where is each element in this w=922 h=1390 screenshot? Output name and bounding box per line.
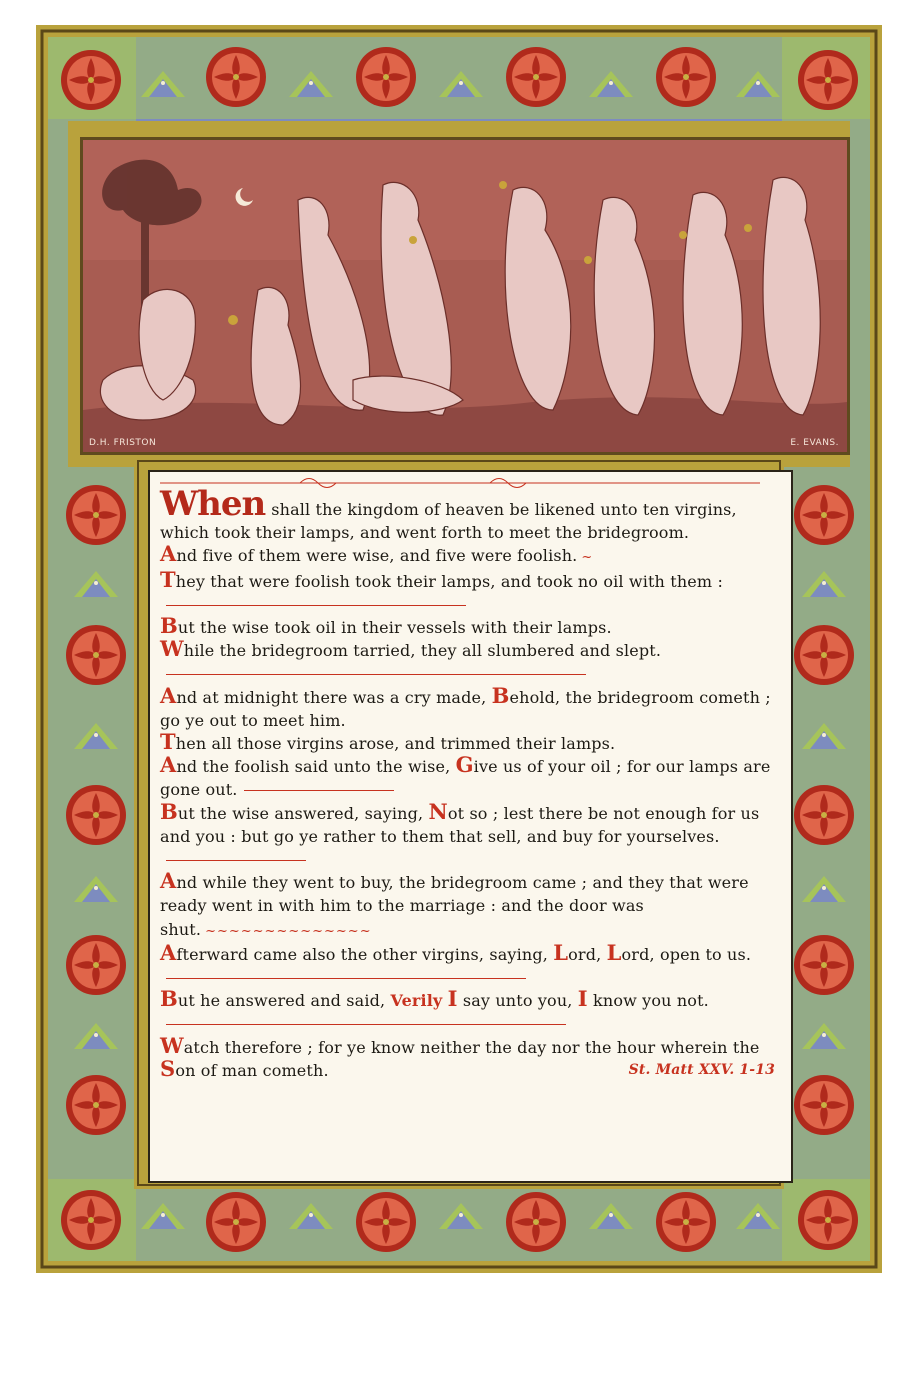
verse-2: [160, 541, 779, 569]
verse-6-behold-initial: B: [491, 682, 510, 708]
wise-and-foolish-virgins-engraving: [83, 140, 847, 452]
verse-11-lord-initial: L: [553, 939, 569, 965]
verse-11: [160, 939, 779, 989]
verse-10: [160, 868, 779, 943]
verse-12-i-initial: I: [447, 986, 458, 1012]
verse-10-initial: A: [160, 868, 177, 894]
verse-5: [160, 636, 779, 685]
verse-4: [160, 613, 779, 639]
verse-12-initial: B: [160, 986, 178, 1012]
verse-11-text: fterward came also the other virgins, saying,: [176, 944, 548, 964]
line-rule: [166, 860, 306, 861]
verse-13: [160, 1032, 779, 1082]
illustration-panel: [80, 137, 850, 455]
verse-13-rest: on of man cometh.: [175, 1060, 329, 1080]
line-rule: [166, 1024, 566, 1025]
verse-9-initial: B: [160, 798, 178, 824]
verse-6-rest: ehold, the bridegroom cometh ; go ye out to meet him.: [160, 687, 771, 730]
illuminated-plate: [36, 25, 882, 1273]
verse-2-initial: A: [160, 541, 177, 567]
verse-body: [160, 484, 779, 1171]
verse-5-text: hile the bridegroom tarried, they all slumbered and slept.: [183, 641, 662, 661]
verse-10-text: nd while they went to buy, the bridegroom came ; and they that were ready went in with him to the marriage : and the door was shut.: [160, 873, 749, 939]
engraver-credit-right: E. EVANS.: [790, 438, 839, 448]
line-flourish: ~: [581, 550, 594, 566]
verse-1: [160, 484, 779, 544]
verse-8: [160, 752, 779, 801]
verse-13-text: atch therefore ; for ye know neither the day nor the hour wherein the: [183, 1037, 760, 1057]
verse-3-initial: T: [160, 566, 176, 592]
verse-5-initial: W: [160, 636, 184, 662]
verse-11-initial: A: [160, 939, 177, 965]
verse-7-initial: T: [160, 729, 176, 755]
verse-3-text: hey that were foolish took their lamps, and took no oil with them :: [175, 571, 724, 591]
verse-8-initial: A: [160, 752, 177, 778]
verse-11-lord-initial-2: L: [606, 939, 622, 965]
verse-6-text: nd at midnight there was a cry made,: [176, 687, 487, 707]
verse-12-verily: Verily: [390, 991, 443, 1011]
verse-8-rest: ive us of your oil ; for our lamps are gone out.: [160, 757, 771, 800]
verse-4-text: ut the wise took oil in their vessels with their lamps.: [177, 618, 612, 638]
verse-12-i-initial-2: I: [577, 986, 588, 1012]
verse-9-rest: ot so ; lest there be not enough for us and you : but go ye rather to them that sell, and buy for yourselves.: [160, 803, 760, 846]
scripture-text-panel: [148, 470, 793, 1183]
line-rule: [166, 605, 466, 606]
verse-9: [160, 798, 779, 872]
verse-11-mid: ord,: [568, 944, 602, 964]
artist-credit-left: D.H. FRISTON: [89, 438, 157, 448]
verse-11-rest: ord, open to us.: [621, 944, 752, 964]
verse-7-text: hen all those virgins arose, and trimmed their lamps.: [175, 734, 616, 754]
verse-9-text: ut the wise answered, saying,: [177, 803, 424, 823]
scripture-citation: St. Matt XXV. 1-13: [628, 1061, 775, 1078]
verse-12-end: know you not.: [593, 991, 709, 1011]
verse-12-text: ut he answered and said,: [177, 991, 386, 1011]
verse-12: [160, 986, 779, 1035]
verse-13-son-initial: S: [160, 1055, 176, 1081]
verse-8-give-initial: G: [455, 752, 474, 778]
illuminated-first-word: When: [160, 484, 266, 524]
line-rule: [244, 790, 394, 791]
verse-2-text: nd five of them were wise, and five were foolish.: [176, 546, 578, 566]
line-flourish: ~~~~~~~~~~~~~~: [205, 923, 372, 939]
verse-13-initial: W: [160, 1032, 184, 1058]
verse-3: [160, 566, 779, 616]
verse-9-not-initial: N: [428, 798, 448, 824]
verse-1-text: shall the kingdom of heaven be likened unto ten virgins, which took their lamps, and went forth to meet the bridegroom.: [160, 500, 737, 543]
verse-4-initial: B: [160, 613, 178, 639]
verse-6: [160, 682, 779, 732]
line-rule: [166, 978, 526, 979]
verse-8-text: nd the foolish said unto the wise,: [176, 757, 451, 777]
verse-6-initial: A: [160, 682, 177, 708]
verse-12-rest: say unto you,: [462, 991, 573, 1011]
line-rule: [166, 674, 586, 675]
